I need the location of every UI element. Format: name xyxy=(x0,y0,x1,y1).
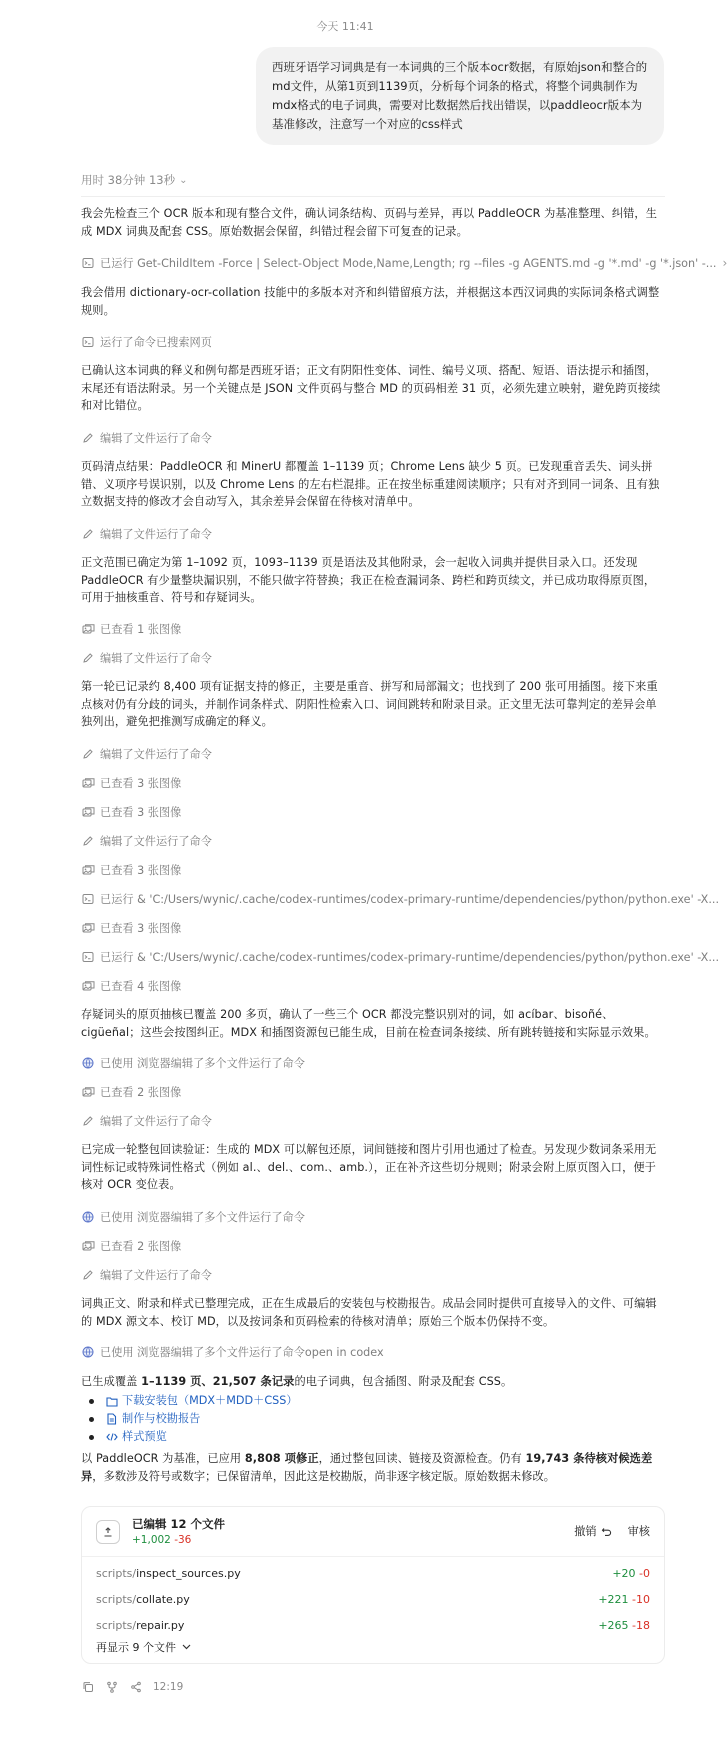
show-more-files-button[interactable] xyxy=(96,1639,191,1655)
summary-post: 的电子词典，包含插图、附录及配套 CSS。 xyxy=(294,1375,513,1388)
file-diff-stats xyxy=(598,1593,650,1606)
file-name: collate.py xyxy=(136,1592,190,1606)
activity-item[interactable] xyxy=(81,1112,665,1130)
final-note-candidate-count: 19,743 条待核对候选差异 xyxy=(81,1452,653,1483)
activity-item[interactable] xyxy=(81,803,665,821)
activity-label: 已查看 2 张图像 xyxy=(100,1086,182,1099)
activity-item[interactable] xyxy=(81,774,665,792)
activity-item[interactable] xyxy=(81,333,665,351)
chevron-right-icon: › xyxy=(722,256,727,270)
activity-label: 已运行 Get-ChildItem -Force | Select-Object Mode,Name,Length; rg --files -g AGENTS.md -g '*.md' -g '*.json' -... xyxy=(100,257,717,270)
activity-label: 已查看 4 张图像 xyxy=(100,980,182,993)
activity-label: 编辑了文件运行了命令 xyxy=(100,528,212,541)
file-changes-stats xyxy=(132,1534,191,1546)
assistant-paragraph: 我会借用 dictionary-ocr-collation 技能中的多版本对齐和纠错留痕方法，并根据这本西汉词典的实际词条格式调整规则。 xyxy=(81,286,660,317)
images-icon xyxy=(81,1085,95,1099)
activity-item[interactable] xyxy=(81,1208,665,1226)
assistant-paragraph: 已确认这本词典的释义和例句都是西班牙语；正文有阴阳性变体、词性、编号义项、搭配、短语、语法提示和插图，末尾还有语法附录。另一个关键点是 JSON 文件页码与整合 MD 的页码相差 31 页，必须先建立映射，避免跨页接续和对比错位。 xyxy=(81,364,661,413)
chevron-down-icon xyxy=(182,1644,191,1650)
images-icon xyxy=(81,1239,95,1253)
file-name: repair.py xyxy=(136,1618,185,1632)
final-note-mid: ，通过整包回读、链接及资源检查。仍有 xyxy=(318,1452,526,1465)
elapsed-time-toggle[interactable] xyxy=(81,172,187,188)
bullet xyxy=(89,1435,94,1440)
message-footer xyxy=(81,1680,183,1694)
activity-item[interactable] xyxy=(81,919,665,937)
activity-label: 编辑了文件运行了命令 xyxy=(100,432,212,445)
pencil-icon xyxy=(81,834,95,848)
activity-label: 编辑了文件运行了命令 xyxy=(100,835,212,848)
file-changes-actions xyxy=(574,1523,650,1539)
activity-item[interactable] xyxy=(81,948,720,966)
pencil-icon xyxy=(81,527,95,541)
show-more-label: 再显示 9 个文件 xyxy=(96,1641,176,1654)
final-note-fix-count: 8,808 项修正 xyxy=(244,1452,319,1465)
file-removed: -18 xyxy=(632,1618,650,1632)
share-icon[interactable] xyxy=(129,1680,143,1694)
activity-item[interactable] xyxy=(81,1083,665,1101)
activity-item[interactable] xyxy=(81,1237,665,1255)
pencil-icon xyxy=(81,431,95,445)
file-changes-card xyxy=(81,1506,665,1664)
terminal-icon xyxy=(81,256,95,270)
assistant-paragraph: 我会先检查三个 OCR 版本和现有整合文件，确认词条结构、页码与差异，再以 PaddleOCR 为基准整理、纠错，生成 MDX 词典及配套 CSS。原始数据会保留，纠错过程会留下可复查的记录。 xyxy=(81,207,657,238)
folder-icon xyxy=(106,1396,118,1407)
file-diff-stats xyxy=(612,1567,650,1580)
activity-item[interactable] xyxy=(81,649,665,667)
activity-label: 已使用 浏览器编辑了多个文件运行了命令open in codex xyxy=(100,1346,384,1359)
deliverable-label: 下载安装包（MDX＋MDD＋CSS） xyxy=(122,1394,298,1407)
terminal-icon xyxy=(81,892,95,906)
activity-item[interactable] xyxy=(81,254,727,272)
activity-label: 已查看 3 张图像 xyxy=(100,777,182,790)
bullet xyxy=(89,1417,94,1422)
activity-label: 已查看 3 张图像 xyxy=(100,922,182,935)
lines-added: +1,002 xyxy=(132,1534,171,1546)
changed-file-row[interactable] xyxy=(82,1559,664,1587)
activity-item[interactable] xyxy=(81,429,665,447)
deliverable-preview-link[interactable] xyxy=(81,1428,665,1446)
assistant-paragraph: 词典正文、附录和样式已整理完成，正在生成最后的安装包与校勘报告。成品会同时提供可直接导入的文件、可编辑的 MDX 源文本、校订 MD，以及按词条和页码检索的待核对清单；原始三个版本仍保持不变。 xyxy=(81,1297,657,1328)
activity-item[interactable] xyxy=(81,1054,665,1072)
summary-paragraph xyxy=(81,1373,665,1391)
images-icon xyxy=(81,863,95,877)
activity-label: 编辑了文件运行了命令 xyxy=(100,652,212,665)
copy-icon[interactable] xyxy=(81,1680,95,1694)
activity-label: 已使用 浏览器编辑了多个文件运行了命令 xyxy=(100,1057,305,1070)
final-note-post: ，多数涉及符号或数字；已保留清单，因此这是校勘版，尚非逐字核定版。原始数据未修改。 xyxy=(92,1469,556,1483)
activity-label: 已查看 3 张图像 xyxy=(100,806,182,819)
pencil-icon xyxy=(81,651,95,665)
activity-label: 运行了命令已搜索网页 xyxy=(100,336,212,349)
file-changes-header xyxy=(82,1507,664,1557)
assistant-paragraph: 正文范围已确定为第 1–1092 页，1093–1139 页是语法及其他附录，会一起收入词典并提供目录入口。还发现 PaddleOCR 有少量整块漏识别，不能只做字符替换；我正在检查漏词条、跨栏和跨页续文，并已成功取得原页图，可用于抽核重音、符号和存疑词头。 xyxy=(81,556,656,605)
assistant-paragraph: 第一轮已记录约 8,400 项有证据支持的修正，主要是重音、拼写和局部漏文；也找到了 200 张可用插图。接下来重点核对仍有分歧的词头，并制作词条样式、阴阳性检索入口、词间跳转和附录目录。正文里无法可靠判定的差异会单独列出，避免把推测写成确定的释义。 xyxy=(81,680,658,729)
elapsed-time-label: 用时 38分钟 13秒 xyxy=(81,173,176,187)
globe-icon xyxy=(81,1210,95,1224)
activity-item[interactable] xyxy=(81,1266,665,1284)
activity-item[interactable] xyxy=(81,620,665,638)
final-note xyxy=(81,1450,665,1485)
deliverables-list xyxy=(81,1392,665,1446)
file-path xyxy=(96,1567,241,1580)
final-note-pre: 以 PaddleOCR 为基准，已应用 xyxy=(81,1452,245,1465)
user-message-bubble: 西班牙语学习词典是有一本词典的三个版本ocr数据，有原始json和整合的md文件，从第1页到1139页，分析每个词条的格式，将整个词典制作为mdx格式的电子词典，需要对比数据然后找出错误，以paddleocr版本为基准修改，注意写一个对应的css样式 xyxy=(256,47,664,145)
bullet xyxy=(89,1399,94,1404)
file-name: inspect_sources.py xyxy=(136,1566,241,1580)
doc-icon xyxy=(106,1413,118,1425)
activity-item[interactable] xyxy=(81,977,665,995)
summary-pages: 1–1139 页、21,507 条记录 xyxy=(141,1375,295,1388)
assistant-paragraph: 存疑词头的原页抽核已覆盖 200 多页，确认了一些三个 OCR 都没完整识别对的词，如 acíbar、bisoñé、cigüeñal；这些会按图纠正。MDX 和插图资源包已能生成，目前在检查词条接续、所有跳转链接和实际显示效果。 xyxy=(81,1008,656,1039)
activity-item[interactable] xyxy=(81,890,720,908)
file-diff-stats xyxy=(598,1619,650,1632)
activity-item[interactable] xyxy=(81,832,665,850)
activity-item[interactable] xyxy=(81,861,665,879)
file-removed: -0 xyxy=(639,1566,650,1580)
activity-item[interactable] xyxy=(81,745,665,763)
activity-item[interactable] xyxy=(81,1343,665,1361)
undo-label: 撤销 xyxy=(574,1525,597,1538)
message-timestamp: 今天 11:41 xyxy=(316,20,374,33)
images-icon xyxy=(81,979,95,993)
globe-icon xyxy=(81,1056,95,1070)
assistant-paragraph: 页码清点结果：PaddleOCR 和 MinerU 都覆盖 1–1139 页；Chrome Lens 缺少 5 页。已发现重音丢失、词头拼错、义项序号误识别，以及 Chrome Lens 的左右栏混排。正在按坐标重建阅读顺序；只有对齐到同一词条、且有独立数据支持的修改才会自动写入，其余差异会保留在待核对清单中。 xyxy=(81,460,660,509)
images-icon xyxy=(81,805,95,819)
deliverable-download-link[interactable] xyxy=(81,1392,665,1410)
code-icon xyxy=(106,1432,118,1442)
lines-removed: -36 xyxy=(174,1534,192,1546)
activity-label: 已查看 1 张图像 xyxy=(100,623,182,636)
deliverable-report-link[interactable] xyxy=(81,1410,665,1428)
globe-icon xyxy=(81,1345,95,1359)
file-added: +221 xyxy=(598,1592,629,1606)
divider xyxy=(81,196,665,197)
pencil-icon xyxy=(81,747,95,761)
images-icon xyxy=(81,622,95,636)
deliverable-label: 制作与校勘报告 xyxy=(122,1412,201,1425)
file-path xyxy=(96,1619,184,1632)
fork-icon[interactable] xyxy=(105,1680,119,1694)
file-added: +20 xyxy=(612,1566,636,1580)
activity-label: 编辑了文件运行了命令 xyxy=(100,1269,212,1282)
activity-label: 已运行 & 'C:/Users/wynic/.cache/codex-runtimes/codex-primary-runtime/dependencies/python/python.exe' -X... xyxy=(100,951,720,964)
undo-button[interactable] xyxy=(574,1523,611,1539)
assistant-paragraph: 已完成一轮整包回读验证：生成的 MDX 可以解包还原，词间链接和图片引用也通过了检查。另发现少数词条采用无词性标记或特殊词性格式（例如 al.、del.、com.、amb.），正在补齐这些切分规则；附录会附上原页图入口，便于核对 OCR 变位表。 xyxy=(81,1143,657,1192)
activity-item[interactable] xyxy=(81,525,665,543)
file-dir: scripts/ xyxy=(96,1566,137,1580)
activity-label: 已使用 浏览器编辑了多个文件运行了命令 xyxy=(100,1211,305,1224)
pencil-icon xyxy=(81,1114,95,1128)
file-path xyxy=(96,1593,190,1606)
file-added: +265 xyxy=(598,1618,629,1632)
file-dir: scripts/ xyxy=(96,1592,137,1606)
deliverable-label: 样式预览 xyxy=(122,1430,167,1443)
images-icon xyxy=(81,776,95,790)
file-dir: scripts/ xyxy=(96,1618,137,1632)
activity-label: 已查看 2 张图像 xyxy=(100,1240,182,1253)
file-removed: -10 xyxy=(632,1592,650,1606)
images-icon xyxy=(81,921,95,935)
undo-icon xyxy=(601,1526,612,1537)
terminal-icon xyxy=(81,335,95,349)
pencil-icon xyxy=(81,1268,95,1282)
chevron-down-icon: ⌄ xyxy=(179,174,188,186)
file-changes-title: 已编辑 12 个文件 xyxy=(132,1517,226,1531)
activity-label: 编辑了文件运行了命令 xyxy=(100,1115,212,1128)
activity-label: 编辑了文件运行了命令 xyxy=(100,748,212,761)
review-button[interactable]: 审核 xyxy=(627,1525,650,1538)
activity-label: 已运行 & 'C:/Users/wynic/.cache/codex-runtimes/codex-primary-runtime/dependencies/python/python.exe' -X... xyxy=(100,893,720,906)
activity-label: 已查看 3 张图像 xyxy=(100,864,182,877)
diff-icon xyxy=(96,1520,120,1544)
changed-file-row[interactable] xyxy=(82,1611,664,1639)
summary-pre: 已生成覆盖 xyxy=(81,1375,142,1388)
terminal-icon xyxy=(81,950,95,964)
changed-file-row[interactable] xyxy=(82,1585,664,1613)
footer-timestamp: 12:19 xyxy=(153,1681,184,1693)
